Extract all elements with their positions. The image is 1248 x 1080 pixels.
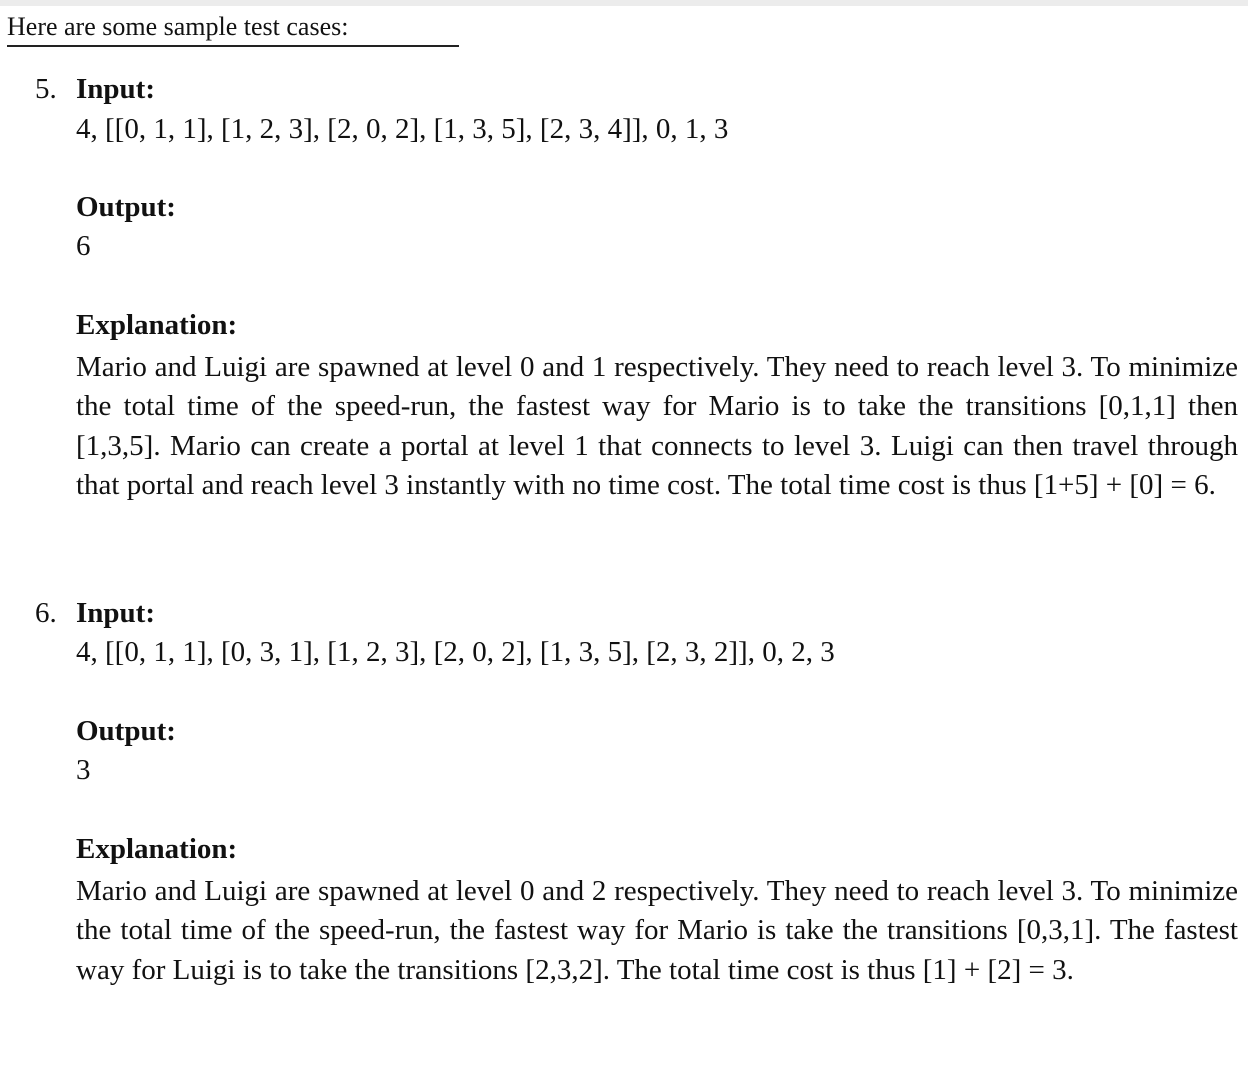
explanation-text: Mario and Luigi are spawned at level 0 and 1 respectively. They need to reach level 3. To minimize the total time of the speed-run, the fastest way for Mario is to take the transitions [0,1,1] then [1,3,5]. Mario can create a portal at level 1 that connects to level 3. Luigi can then travel through that portal and reach level 3 instantly with no time cost. The total time cost is thus [1+5] + [0] = 6. xyxy=(76,351,1238,502)
input-value: 4, [[0, 1, 1], [0, 3, 1], [1, 2, 3], [2, 0, 2], [1, 3, 5], [2, 3, 2]], 0, 2, 3 xyxy=(76,636,835,668)
intro-heading: Here are some sample test cases: xyxy=(7,12,349,41)
explanation-label: Explanation: xyxy=(76,309,238,341)
case-number: 6. xyxy=(35,597,57,629)
input-label: Input: xyxy=(76,73,155,105)
output-value: 6 xyxy=(76,230,91,262)
output-label: Output: xyxy=(76,715,176,747)
explanation-label: Explanation: xyxy=(76,833,238,865)
output-value: 3 xyxy=(76,754,91,786)
output-label: Output: xyxy=(76,191,176,223)
intro-underline xyxy=(7,45,459,47)
top-band xyxy=(0,0,1248,6)
input-value: 4, [[0, 1, 1], [1, 2, 3], [2, 0, 2], [1, 3, 5], [2, 3, 4]], 0, 1, 3 xyxy=(76,113,729,145)
explanation-text: Mario and Luigi are spawned at level 0 and 2 respectively. They need to reach level 3. To minimize the total time of the speed-run, the fastest way for Mario is take the transitions [0,3,1]. The fastest way for Luigi is to take the transitions [2,3,2]. The total time cost is thus [1] + [2] = 3. xyxy=(76,875,1238,986)
case-number: 5. xyxy=(35,73,57,105)
input-label: Input: xyxy=(76,597,155,629)
